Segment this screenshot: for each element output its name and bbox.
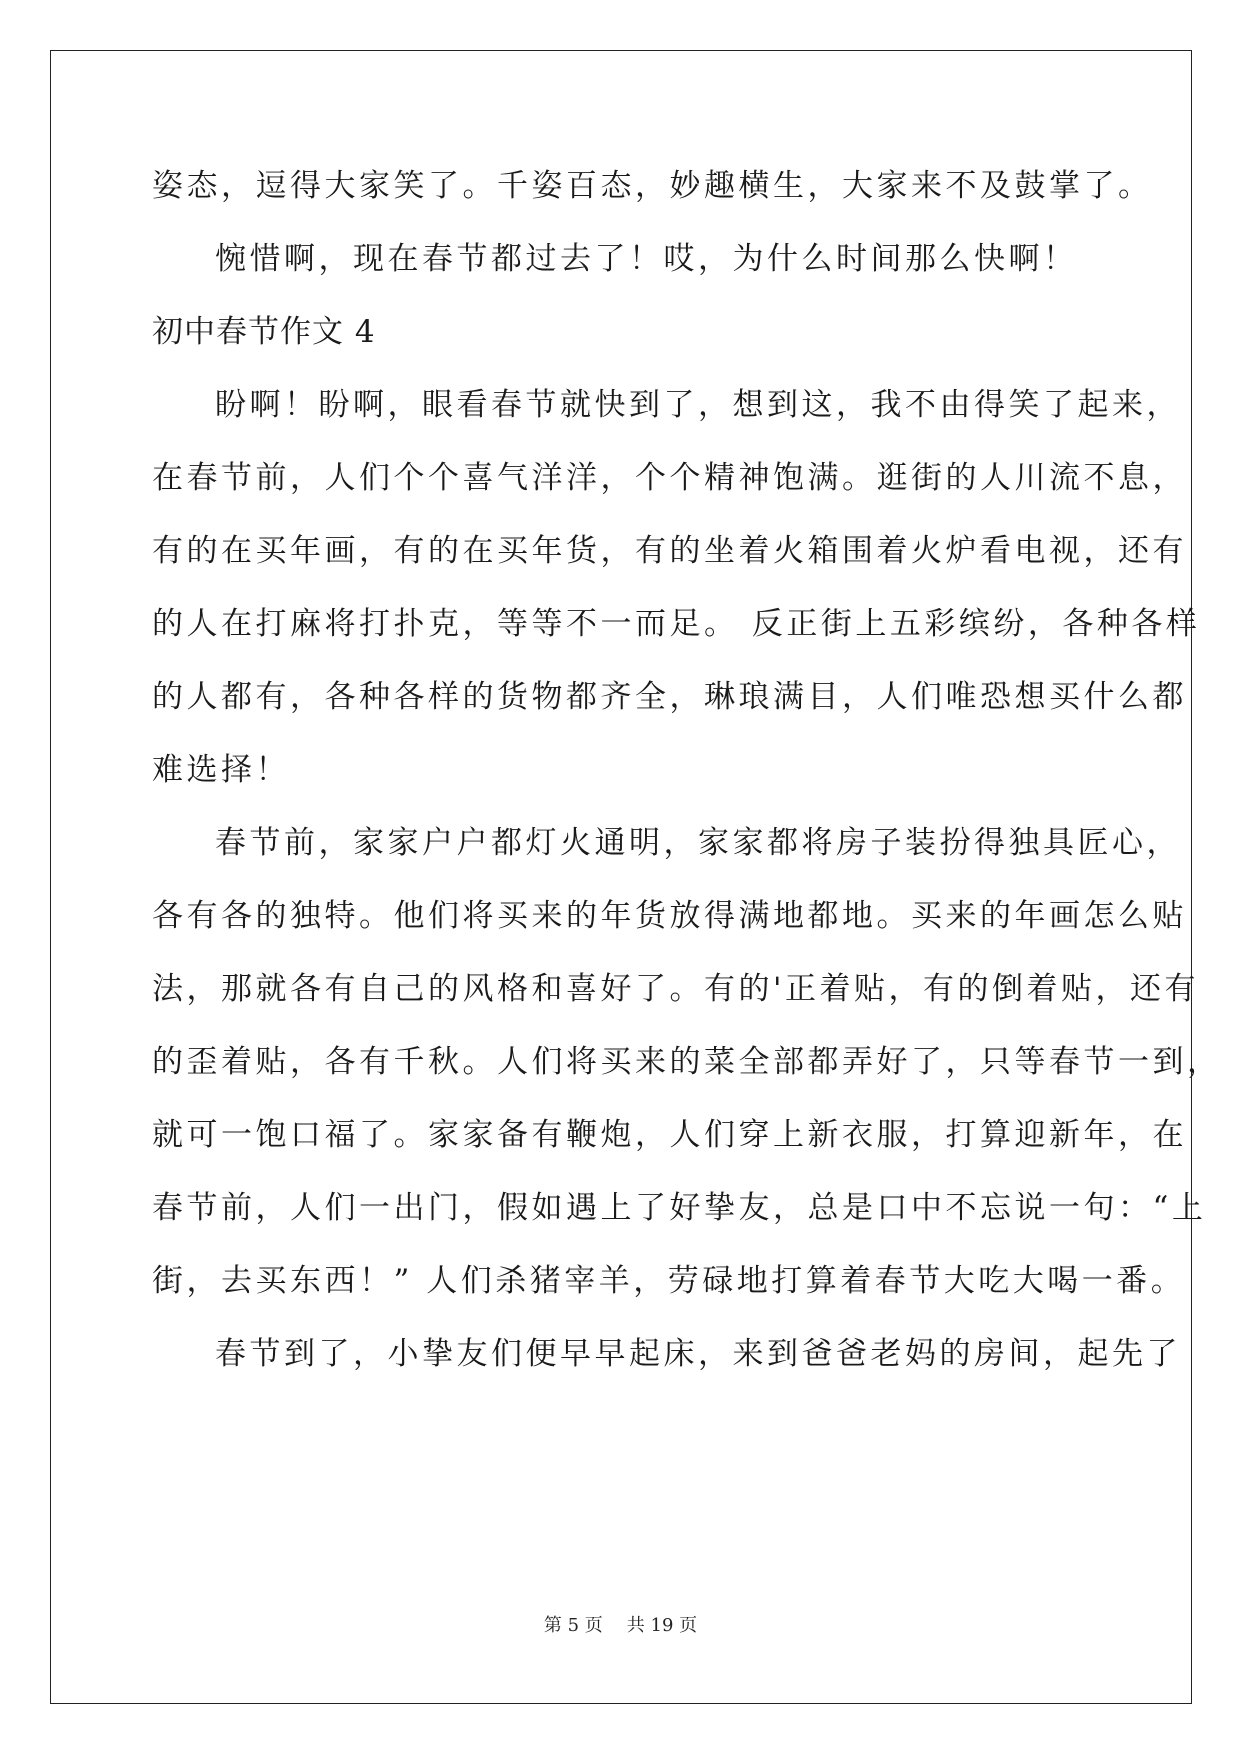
text-line: 街，去买东西！” 人们杀猪宰羊，劳碌地打算着春节大吃大喝一番。: [152, 1263, 1186, 1299]
page-total: 共 19 页: [626, 1615, 698, 1636]
section-heading: 初中春节作文 4: [152, 314, 376, 350]
text-line: 的歪着贴，各有千秋。人们将买来的菜全部都弄好了，只等春节一到，: [152, 1044, 1222, 1080]
text-line: 的人在打麻将打扑克，等等不一而足。 反正街上五彩缤纷，各种各样: [152, 606, 1201, 642]
page-border: [50, 50, 1192, 1704]
page-number: 第 5 页: [543, 1615, 603, 1636]
text-line: 春节前，人们一出门，假如遇上了好挚友，总是口中不忘说一句：“上: [152, 1190, 1207, 1226]
paragraph-start: 春节前，家家户户都灯火通明，家家都将房子装扮得独具匠心，: [215, 825, 1181, 861]
text-line: 法，那就各有自己的风格和喜好了。有的'正着贴，有的倒着贴，还有: [152, 971, 1200, 1007]
page-footer: [0, 1614, 1241, 1638]
text-line: 各有各的独特。他们将买来的年货放得满地都地。买来的年画怎么贴: [152, 898, 1187, 934]
text-line: 姿态，逗得大家笑了。千姿百态，妙趣横生，大家来不及鼓掌了。: [152, 168, 1153, 204]
text-line: 就可一饱口福了。家家备有鞭炮，人们穿上新衣服，打算迎新年，在: [152, 1117, 1187, 1153]
paragraph-start: 盼啊！盼啊，眼看春节就快到了，想到这，我不由得笑了起来，: [215, 387, 1181, 423]
text-line: 有的在买年画，有的在买年货，有的坐着火箱围着火炉看电视，还有: [152, 533, 1187, 569]
paragraph-start: 春节到了，小挚友们便早早起床，来到爸爸老妈的房间，起先了: [215, 1336, 1181, 1372]
text-line: 难选择！: [152, 752, 290, 788]
text-line: 在春节前，人们个个喜气洋洋，个个精神饱满。逛街的人川流不息，: [152, 460, 1187, 496]
paragraph-start: 惋惜啊，现在春节都过去了！哎，为什么时间那么快啊！: [215, 241, 1078, 277]
text-line: 的人都有，各种各样的货物都齐全，琳琅满目，人们唯恐想买什么都: [152, 679, 1187, 715]
